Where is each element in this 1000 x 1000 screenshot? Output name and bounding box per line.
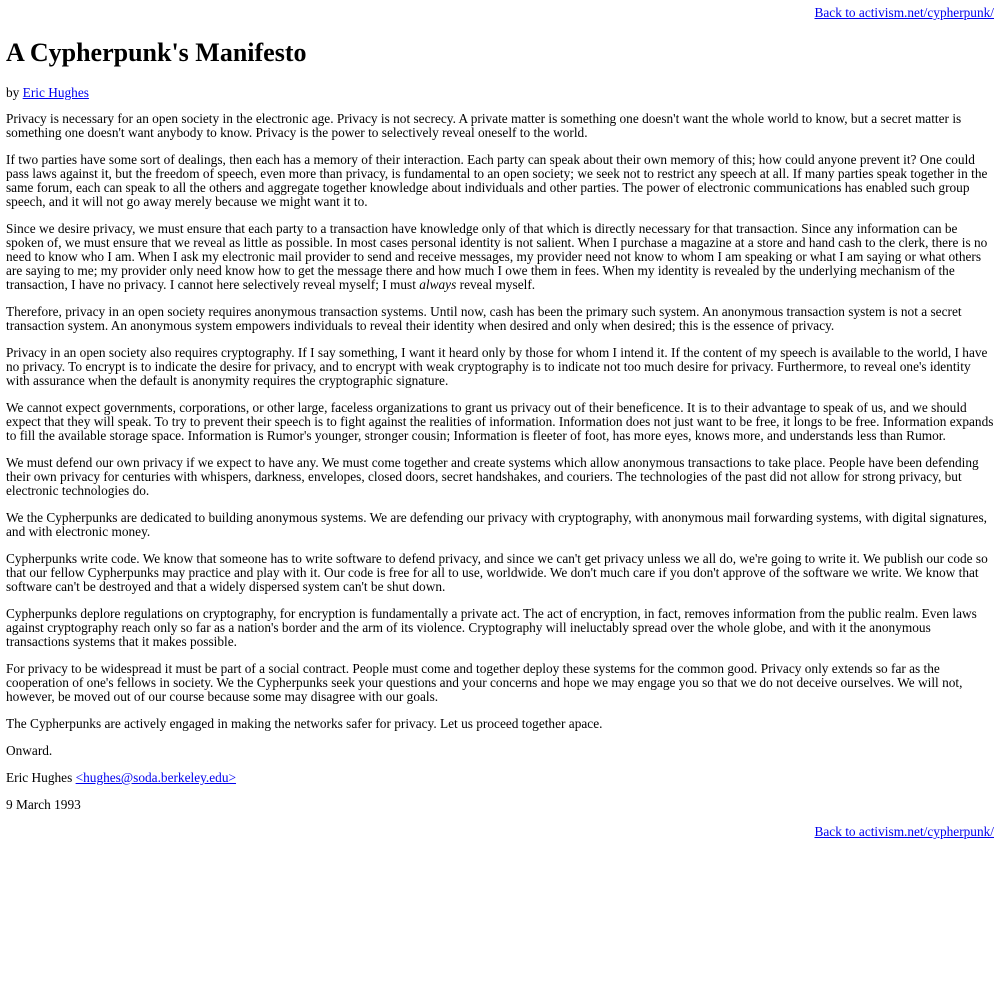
signature-name: Eric Hughes xyxy=(6,770,76,785)
paragraph-4: Therefore, privacy in an open society requires anonymous transaction systems. Until now, cash has been the primary such system. An anonymous transaction system is not a secret transaction system. An anonymous system empowers individuals to reveal their identity when desired and only when desired; this is the essence of privacy. xyxy=(6,304,962,333)
paragraph-5: Privacy in an open society also requires cryptography. If I say something, I want it heard only by those for whom I intend it. If the content of my speech is available to the world, I have no privacy. To encrypt is to indicate the desire for privacy, and to encrypt with weak cryptography is to indicate not too much desire for privacy. Furthermore, to reveal one's identity with assurance when the default is anonymity requires the cryptographic signature. xyxy=(6,345,988,388)
paragraph-2: If two parties have some sort of dealings, then each has a memory of their interaction. Each party can speak about their own memory of this; how could anyone prevent it? One could pass laws against it, but the freedom of speech, even more than privacy, is fundamental to an open society; we seek not to restrict any speech at all. If many parties speak together in the same forum, each can speak to all the others and aggregate together knowledge about individuals and other parties. The power of electronic communications has enabled such group speech, and it will not go away merely because we might want it to. xyxy=(6,152,988,209)
publication-date: 9 March 1993 xyxy=(6,797,81,812)
paragraph-10: Cypherpunks deplore regulations on cryptography, for encryption is fundamentally a private act. The act of encryption, in fact, removes information from the public realm. Even laws against cryptography reach only so far as a nation's border and the arm of its violence. Cryptography will ineluctably spread over the whole globe, and with it the anonymous transactions systems that it makes possible. xyxy=(6,606,977,649)
signature xyxy=(6,771,994,785)
paragraph-9: Cypherpunks write code. We know that someone has to write software to defend privacy, and since we can't get privacy unless we all do, we're going to write it. We publish our code so that our fellow Cypherpunks may practice and play with it. Our code is free for all to use, worldwide. We don't much care if you don't approve of the software we write. We know that software can't be destroyed and that a widely dispersed system can't be shut down. xyxy=(6,551,988,594)
author-email-link[interactable]: <hughes@soda.berkeley.edu> xyxy=(75,770,237,785)
paragraph-6: We cannot expect governments, corporations, or other large, faceless organizations to grant us privacy out of their beneficence. It is to their advantage to speak of us, and we should expect that they will speak. To try to prevent their speech is to fight against the realities of information. Information does not just want to be free, it longs to be free. Information expands to fill the available storage space. Information is Rumor's younger, stronger cousin; Information is fleeter of foot, has more eyes, knows more, and understands less than Rumor. xyxy=(6,400,994,443)
paragraph-3-text-before: Since we desire privacy, we must ensure that each party to a transaction have knowledge only of that which is directly necessary for that transaction. Since any information can be spoken of, we must ensure that we reveal as little as possible. In most cases personal identity is not salient. When I purchase a magazine at a store and hand cash to the clerk, there is no need to know who I am. When I ask my electronic mail provider to send and receive messages, my provider need not know to whom I am speaking or what I am saying or what others are saying to me; my provider only need know how to get the message there and how much I owe them in fees. When my identity is revealed by the underlying mechanism of the transaction, I have no privacy. I cannot here selectively reveal myself; I must xyxy=(6,221,988,292)
emphasis-always: always xyxy=(419,277,457,292)
paragraph-11: For privacy to be widespread it must be part of a social contract. People must come and together deploy these systems for the common good. Privacy only extends so far as the cooperation of one's fellows in society. We the Cypherpunks seek your questions and your concerns and hope we may engage you so that we do not deceive ourselves. We will not, however, be moved out of our course because some may disagree with our goals. xyxy=(6,661,963,704)
paragraph-3-text-after: reveal myself. xyxy=(456,277,536,292)
paragraph-1: Privacy is necessary for an open society in the electronic age. Privacy is not secrecy. A private matter is something one doesn't want the whole world to know, but a secret matter is something one doesn't want anybody to know. Privacy is the power to selectively reveal oneself to the world. xyxy=(6,111,962,140)
onward: Onward. xyxy=(6,743,53,758)
paragraph-8: We the Cypherpunks are dedicated to building anonymous systems. We are defending our privacy with cryptography, with anonymous mail forwarding systems, with digital signatures, and with electronic money. xyxy=(6,510,987,539)
byline-prefix: by xyxy=(6,85,23,100)
page-title: A Cypherpunk's Manifesto xyxy=(6,38,307,67)
bottom-back-link-row xyxy=(6,825,994,839)
paragraph-12: The Cypherpunks are actively engaged in making the networks safer for privacy. Let us proceed together apace. xyxy=(6,716,603,731)
author-link[interactable]: Eric Hughes xyxy=(22,85,89,100)
back-to-cypherpunk-link-bottom[interactable]: Back to activism.net/cypherpunk/ xyxy=(814,824,994,839)
paragraph-7: We must defend our own privacy if we expect to have any. We must come together and create systems which allow anonymous transactions to take place. People have been defending their own privacy for centuries with whispers, darkness, envelopes, closed doors, secret handshakes, and couriers. The technologies of the past did not allow for strong privacy, but electronic technologies do. xyxy=(6,455,979,498)
byline xyxy=(6,86,994,100)
top-back-link-row xyxy=(6,6,994,20)
back-to-cypherpunk-link-top[interactable]: Back to activism.net/cypherpunk/ xyxy=(814,5,994,20)
paragraph-3 xyxy=(6,222,994,292)
